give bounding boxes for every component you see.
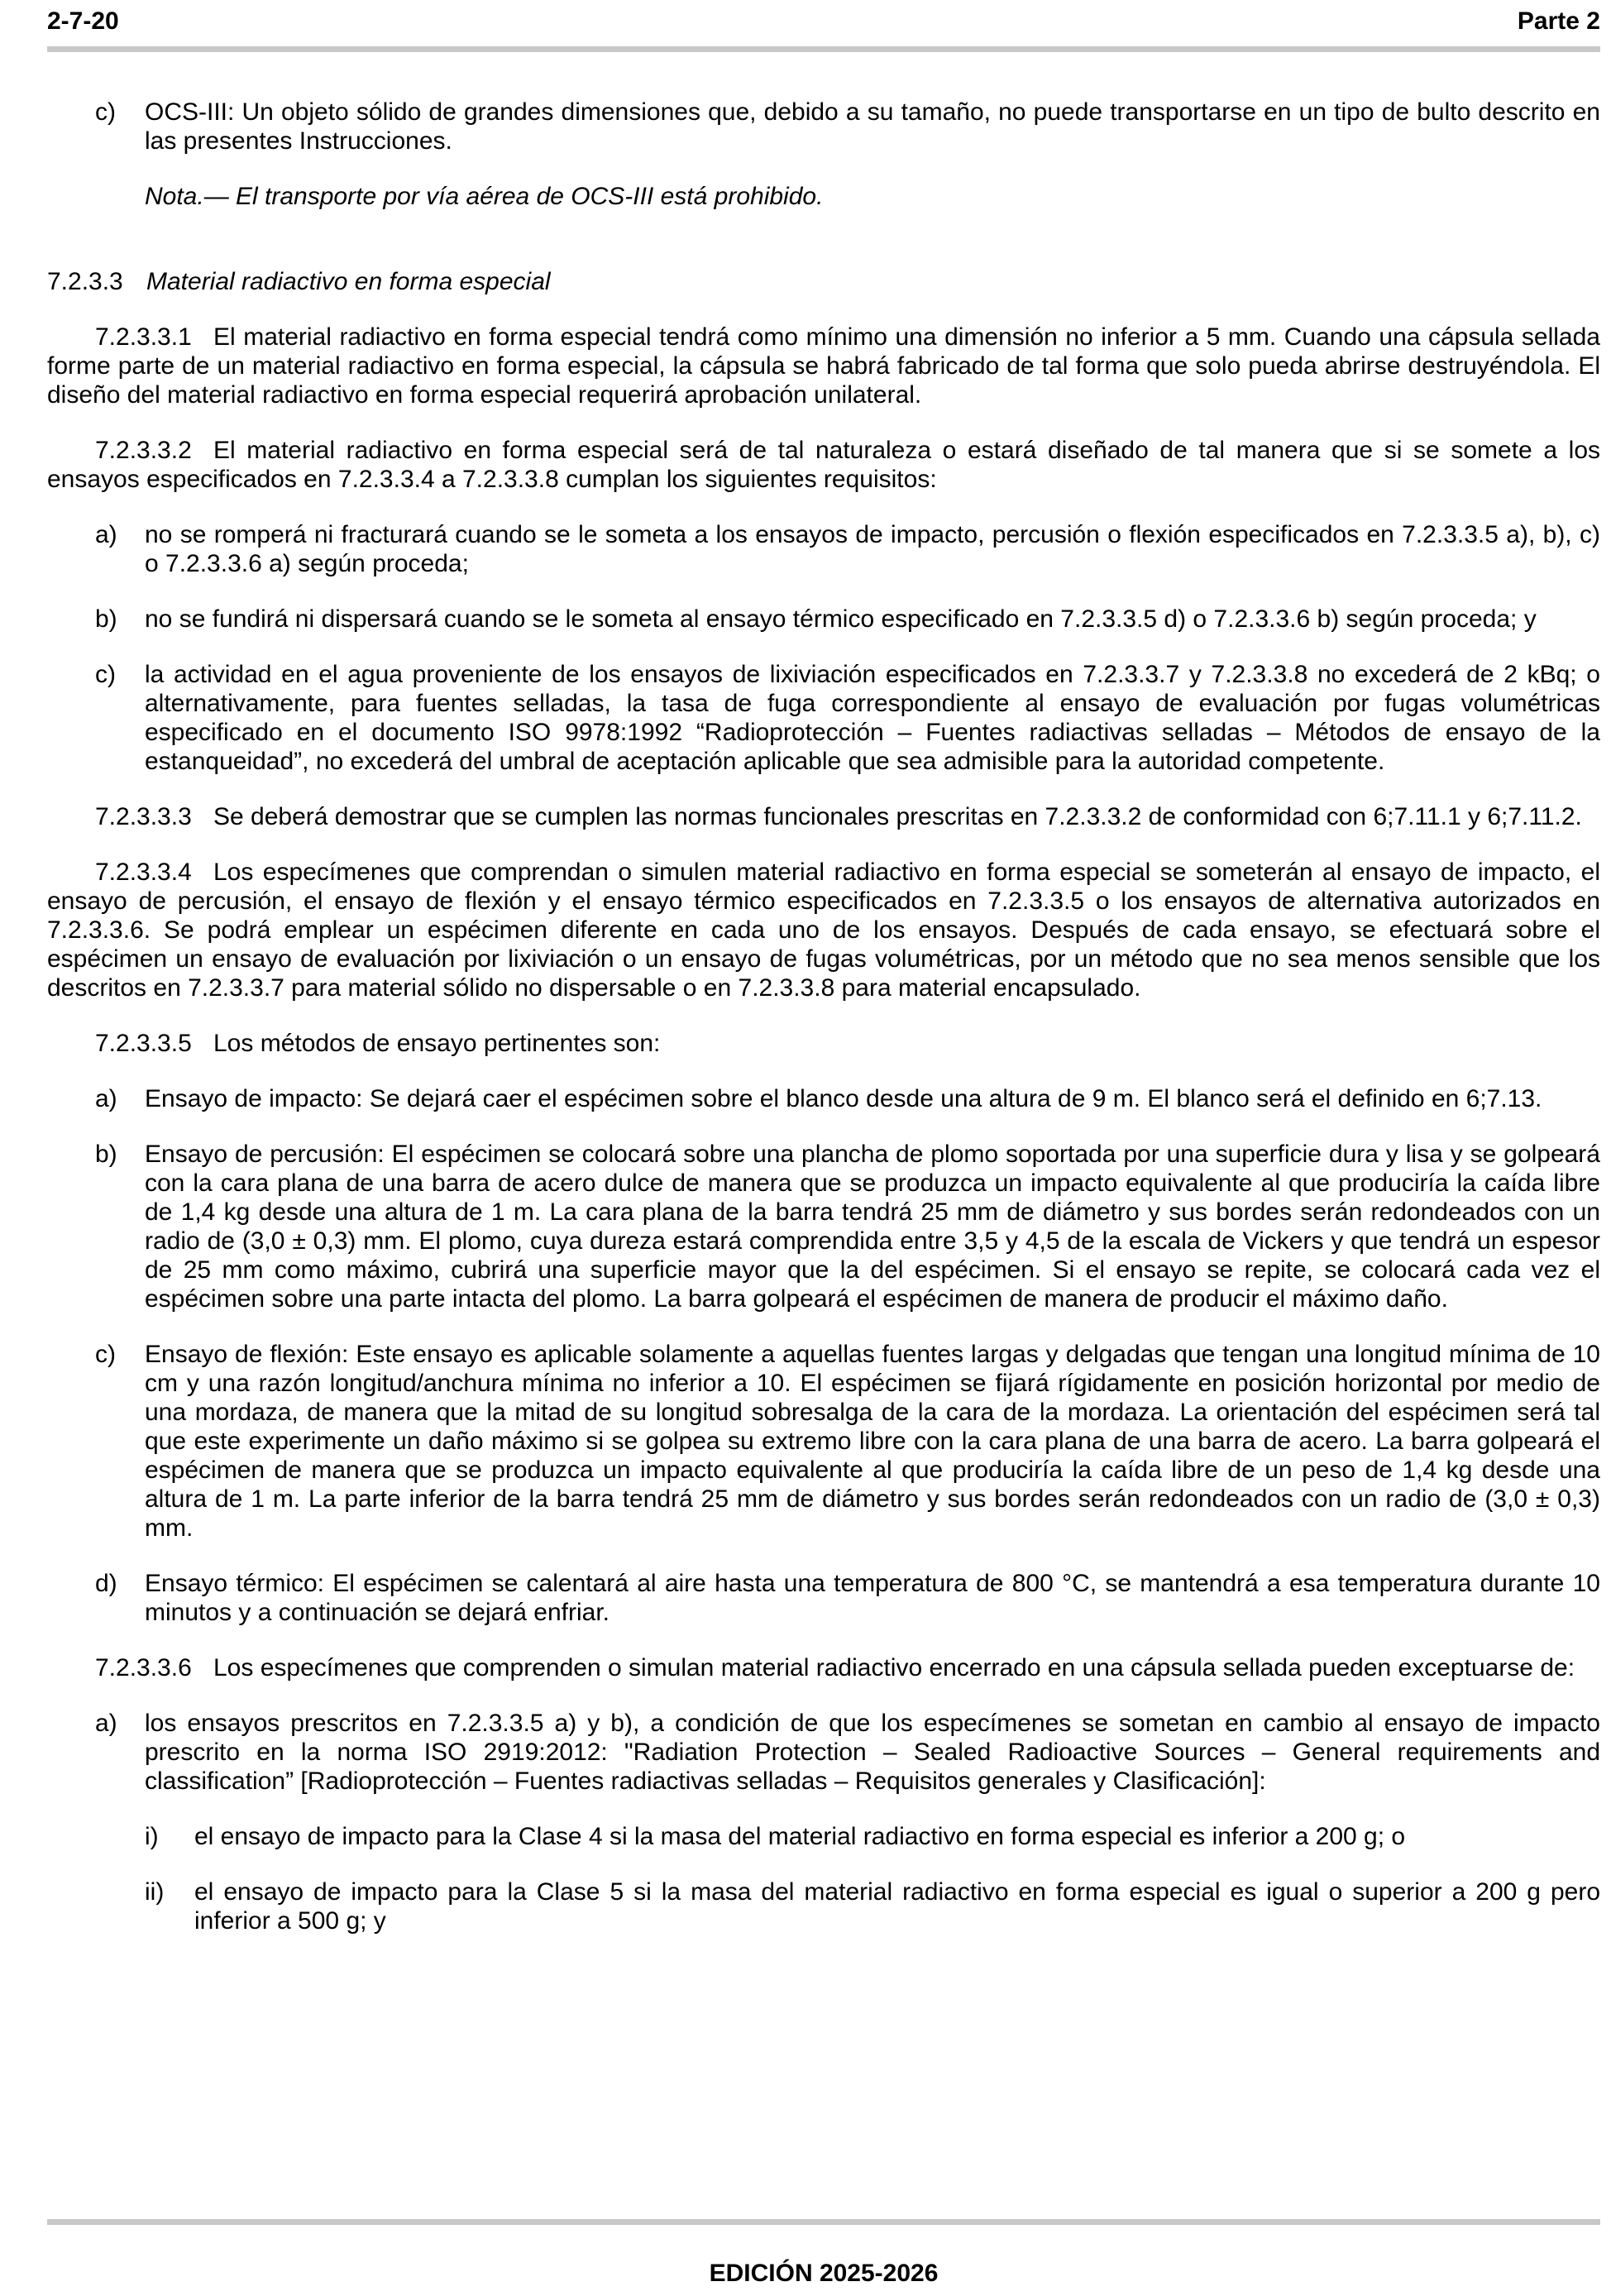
paragraph-number: 7.2.3.3.5	[95, 1030, 192, 1057]
paragraph-number: 7.2.3.3.1	[95, 323, 192, 351]
list-item	[47, 520, 1600, 578]
list-text: Ensayo de flexión: Este ensayo es aplicable solamente a aquellas fuentes largas y delgadas que tengan una longitud mínima de 10 cm y una razón longitud/anchura mínima no inferior a 10. El espécimen se fijará rígidamente en posición horizontal por medio de una mordaza, de manera que la mitad de su longitud sobresalga de la cara de la mordaza. La orientación del espécimen será tal que este experimente un daño máximo si se golpea su extremo libre con la cara plana de una barra de acero. La barra golpeará el espécimen de manera que se produzca un impacto equivalente al que produciría la caída libre de un peso de 1,4 kg desde una altura de 1 m. La parte inferior de la barra tendrá 25 mm de diámetro y sus bordes serán redondeados con un radio de (3,0 ± 0,3) mm.	[145, 1341, 1600, 1542]
sub-list-text: el ensayo de impacto para la Clase 4 si la masa del material radiactivo en forma especial es inferior a 200 g; o	[194, 1823, 1406, 1850]
list-text: los ensayos prescritos en 7.2.3.3.5 a) y b), a condición de que los especímenes se sometan en cambio al ensayo de impacto prescrito en la norma ISO 2919:2012: "Radiation Protection – Sealed Radioactive Sources – General requirements and classification” [Radioprotección – Fuentes radiactivas selladas – Requisitos generales y Clasificación]:	[145, 1710, 1600, 1795]
list-label: b)	[95, 1141, 117, 1168]
list-text: Ensayo térmico: El espécimen se calentará al aire hasta una temperatura de 800 °C, se mantendrá a esa temperatura durante 10 minutos y a continuación se dejará enfriar.	[145, 1570, 1600, 1626]
list-text: no se romperá ni fracturará cuando se le someta a los ensayos de impacto, percusión o flexión especificados en 7.2.3.3.5 a), b), c) o 7.2.3.3.6 a) según proceda;	[145, 521, 1600, 577]
list-label: c)	[95, 98, 116, 126]
list-label: a)	[95, 1710, 117, 1737]
paragraph-text: Los métodos de ensayo pertinentes son:	[213, 1030, 661, 1057]
list-item	[47, 1084, 1600, 1113]
paragraph-number: 7.2.3.3.3	[95, 803, 192, 830]
page-number: 2-7-20	[47, 7, 119, 35]
list-text: no se fundirá ni dispersará cuando se le someta al ensayo térmico especificado en 7.2.3.3.5 d) o 7.2.3.3.6 b) según proceda; y	[145, 605, 1537, 633]
section-part: Parte 2	[1517, 7, 1600, 35]
list-item	[47, 1709, 1600, 1796]
list-text: Ensayo de percusión: El espécimen se colocará sobre una plancha de plomo soportada por una superficie dura y lisa y se golpeará con la cara plana de una barra de acero dulce de manera que se produzca un impacto equivalente al que produciría la caída libre de 1,4 kg desde una altura de 1 m. La cara plana de la barra tendrá 25 mm de diámetro y sus bordes serán redondeados con un radio de (3,0 ± 0,3) mm. El plomo, cuya dureza estará comprendida entre 3,5 y 4,5 de la escala de Vickers y que tendrá un espesor de 25 mm como máximo, cubrirá una superficie mayor que la del espécimen. Si el ensayo se repite, se colocará cada vez el espécimen sobre una parte intacta del plomo. La barra golpeará el espécimen de manera de producir el máximo daño.	[145, 1141, 1600, 1313]
section-heading	[47, 267, 1600, 296]
sub-list-label: i)	[145, 1823, 159, 1850]
edition-footer: EDICIÓN 2025-2026	[709, 2260, 939, 2287]
section-number: 7.2.3.3	[47, 268, 123, 295]
paragraph	[47, 1653, 1600, 1682]
paragraph-number: 7.2.3.3.6	[95, 1654, 192, 1681]
list-item	[47, 1569, 1600, 1627]
list-label: a)	[95, 521, 117, 548]
list-text: Ensayo de impacto: Se dejará caer el espécimen sobre el blanco desde una altura de 9 m. El blanco será el definido en 6;7.13.	[145, 1085, 1542, 1112]
list-label: a)	[95, 1085, 117, 1112]
paragraph-number: 7.2.3.3.4	[95, 859, 192, 886]
sub-list-label: ii)	[145, 1878, 165, 1906]
footer-rule	[47, 2219, 1600, 2225]
paragraph	[47, 858, 1600, 1002]
sub-list-item	[47, 1877, 1600, 1935]
list-text: la actividad en el agua proveniente de los ensayos de lixiviación especificados en 7.2.3.3.7 y 7.2.3.3.8 no excederá de 2 kBq; o alternativamente, para fuentes selladas, la tasa de fuga correspondiente al ensayo de evaluación por fugas volumétricas especificado en el documento ISO 9978:1992 “Radioprotección – Fuentes radiactivas selladas – Métodos de ensayo de la estanqueidad”, no excederá del umbral de aceptación aplicable que sea admisible para la autoridad competente.	[145, 661, 1600, 775]
list-item	[47, 605, 1600, 634]
paragraph	[47, 802, 1600, 831]
paragraph	[47, 323, 1600, 409]
paragraph-text: Se deberá demostrar que se cumplen las normas funcionales prescritas en 7.2.3.3.2 de conformidad con 6;7.11.1 y 6;7.11.2.	[213, 803, 1582, 830]
sub-list-item	[47, 1822, 1600, 1851]
page-header	[47, 7, 1600, 40]
paragraph	[47, 1029, 1600, 1058]
paragraph-text: El material radiactivo en forma especial será de tal naturaleza o estará diseñado de tal manera que si se somete a los ensayos especificados en 7.2.3.3.4 a 7.2.3.3.8 cumplan los siguientes requisitos:	[47, 437, 1600, 493]
list-text: OCS-III: Un objeto sólido de grandes dimensiones que, debido a su tamaño, no puede transportarse en un tipo de bulto descrito en las presentes Instrucciones.	[145, 98, 1600, 155]
paragraph-text: El material radiactivo en forma especial tendrá como mínimo una dimensión no inferior a 5 mm. Cuando una cápsula sellada forme parte de un material radiactivo en forma especial, la cápsula se habrá fabricado de tal forma que solo pueda abrirse destruyéndola. El diseño del material radiactivo en forma especial requerirá aprobación unilateral.	[47, 323, 1600, 409]
list-item	[47, 1340, 1600, 1543]
sub-list-text: el ensayo de impacto para la Clase 5 si la masa del material radiactivo en forma especial es igual o superior a 200 g pero inferior a 500 g; y	[194, 1878, 1600, 1935]
header-rule	[47, 46, 1600, 52]
list-item	[47, 1140, 1600, 1313]
paragraph-text: Los especímenes que comprendan o simulen material radiactivo en forma especial se someterán al ensayo de impacto, el ensayo de percusión, el ensayo de flexión y el ensayo térmico especificados en 7.2.3.3.5 o los ensayos de alternativa autorizados en 7.2.3.3.6. Se podrá emplear un espécimen diferente en cada uno de los ensayos. Después de cada ensayo, se efectuará sobre el espécimen un ensayo de evaluación por lixiviación o un ensayo de fugas volumétricas, por un método que no sea menos sensible que los descritos en 7.2.3.3.7 para material sólido no dispersable o en 7.2.3.3.8 para material encapsulado.	[47, 859, 1600, 1002]
list-item	[47, 660, 1600, 776]
note: Nota.— El transporte por vía aérea de OCS-III está prohibido.	[145, 183, 824, 210]
list-label: c)	[95, 661, 116, 688]
paragraph	[47, 436, 1600, 494]
list-label: b)	[95, 605, 117, 633]
list-label: c)	[95, 1341, 116, 1368]
paragraph-text: Los especímenes que comprenden o simulan material radiactivo encerrado en una cápsula sellada pueden exceptuarse de:	[213, 1654, 1575, 1681]
document-body	[47, 98, 1600, 1935]
list-item	[47, 98, 1600, 155]
section-title: Material radiactivo en forma especial	[146, 268, 551, 295]
list-label: d)	[95, 1570, 117, 1597]
paragraph-number: 7.2.3.3.2	[95, 437, 192, 464]
